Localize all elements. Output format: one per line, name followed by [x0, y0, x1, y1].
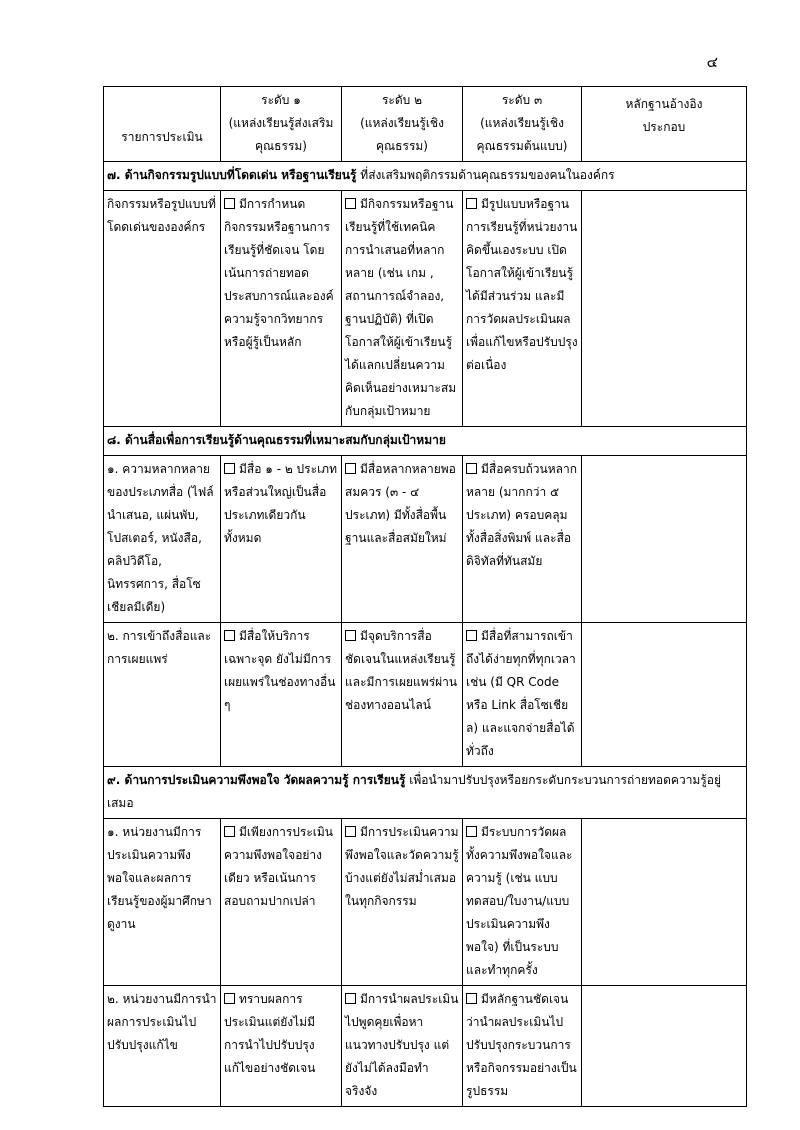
- table-row: [104, 623, 747, 767]
- section-8-title: ๘. ด้านสื่อเพื่อการเรียนรู้ด้านคุณธรรมที่เหมาะสมกับกลุ่มเป้าหมาย: [104, 427, 747, 456]
- section-9-title: ๙. ด้านการประเมินความพึงพอใจ วัดผลความรู้ การเรียนรู้ เพื่อนำมาปรับปรุงหรือยกระดับกระบวนการถ่ายทอดความรู้อยู่เสมอ: [104, 767, 747, 819]
- level-2-cell: มีจุดบริการสื่อชัดเจนในแหล่งเรียนรู้ และมีการเผยแพร่ผ่านช่องทางออนไลน์: [342, 623, 463, 767]
- checkbox[interactable]: [466, 463, 477, 474]
- checkbox[interactable]: [224, 630, 235, 641]
- level-3-cell: มีสื่อครบถ้วนหลากหลาย (มากกว่า ๕ ประเภท) ครอบคลุมทั้งสื่อสิ่งพิมพ์ และสื่อดิจิทัลที่ทันสมัย: [463, 456, 582, 623]
- checkbox[interactable]: [466, 826, 477, 837]
- level-1-cell: มีสื่อ ๑ - ๒ ประเภท หรือส่วนใหญ่เป็นสื่อประเภทเดียวกันทั้งหมด: [221, 456, 342, 623]
- checkbox[interactable]: [466, 993, 477, 1004]
- criteria-cell: ๒. การเข้าถึงสื่อและการเผยแพร่: [104, 623, 221, 767]
- criteria-cell: กิจกรรมหรือรูปแบบที่โดดเด่นขององค์กร: [104, 191, 221, 427]
- evidence-cell: [582, 456, 747, 623]
- level-3-cell: มีหลักฐานชัดเจนว่านำผลประเมินไปปรับปรุงกระบวนการหรือกิจกรรมอย่างเป็นรูปธรรม: [463, 986, 582, 1107]
- checkbox[interactable]: [466, 198, 477, 209]
- level-3-cell: มีระบบการวัดผลทั้งความพึงพอใจและความรู้ (เช่น แบบทดสอบ/ใบงาน/แบบประเมินความพึงพอใจ) ที่เป็นระบบและทำทุกครั้ง: [463, 819, 582, 986]
- table-row: [104, 191, 747, 427]
- checkbox[interactable]: [345, 198, 356, 209]
- header-level-3: ระดับ ๓ (แหล่งเรียนรู้เชิง คุณธรรมต้นแบบ): [463, 87, 582, 162]
- table-row: [104, 986, 747, 1107]
- table-row: [104, 819, 747, 986]
- level-2-cell: มีการประเมินความพึงพอใจและวัดความรู้บ้างแต่ยังไม่สม่ำเสมอในทุกกิจกรรม: [342, 819, 463, 986]
- table-header-row: [104, 87, 747, 162]
- header-level-2: ระดับ ๒ (แหล่งเรียนรู้เชิง คุณธรรม): [342, 87, 463, 162]
- page-number: ๔: [706, 53, 718, 71]
- criteria-cell: ๑. ความหลากหลายของประเภทสื่อ (ไฟล์นำเสนอ, แผ่นพับ, โปสเตอร์, หนังสือ, คลิปวิดีโอ, นิทรรศการ, สื่อโซเชียลมีเดีย): [104, 456, 221, 623]
- evaluation-table: [103, 86, 747, 1107]
- header-criteria: รายการประเมิน: [104, 87, 221, 162]
- level-3-cell: มีรูปแบบหรือฐานการเรียนรู้ที่หน่วยงานคิดขึ้นเองระบบ เปิดโอกาสให้ผู้เข้าเรียนรู้ได้มีส่วนร่วม และมีการวัดผลประเมินผลเพื่อแก้ไขหรือปรับปรุงต่อเนื่อง: [463, 191, 582, 427]
- criteria-cell: ๑. หน่วยงานมีการประเมินความพึงพอใจและผลการเรียนรู้ของผู้มาศึกษาดูงาน: [104, 819, 221, 986]
- checkbox[interactable]: [345, 993, 356, 1004]
- checkbox[interactable]: [224, 198, 235, 209]
- section-8-heading-row: [104, 427, 747, 456]
- section-9-heading-row: [104, 767, 747, 819]
- criteria-cell: ๒. หน่วยงานมีการนำผลการประเมินไปปรับปรุงแก้ไข: [104, 986, 221, 1107]
- header-evidence: หลักฐานอ้างอิง ประกอบ: [582, 87, 747, 162]
- level-2-cell: มีการนำผลประเมินไปพูดคุยเพื่อหาแนวทางปรับปรุง แต่ยังไม่ได้ลงมือทำจริงจัง: [342, 986, 463, 1107]
- level-1-cell: มีเพียงการประเมินความพึงพอใจอย่างเดียว หรือเน้นการสอบถามปากเปล่า: [221, 819, 342, 986]
- section-7-heading-row: [104, 162, 747, 191]
- checkbox[interactable]: [466, 630, 477, 641]
- checkbox[interactable]: [345, 826, 356, 837]
- checkbox[interactable]: [224, 826, 235, 837]
- evidence-cell: [582, 986, 747, 1107]
- header-level-1: ระดับ ๑ (แหล่งเรียนรู้ส่งเสริม คุณธรรม): [221, 87, 342, 162]
- level-1-cell: มีสื่อให้บริการเฉพาะจุด ยังไม่มีการเผยแพร่ในช่องทางอื่น ๆ: [221, 623, 342, 767]
- table-row: [104, 456, 747, 623]
- checkbox[interactable]: [224, 993, 235, 1004]
- evidence-cell: [582, 819, 747, 986]
- level-3-cell: มีสื่อที่สามารถเข้าถึงได้ง่ายทุกที่ทุกเวลา เช่น (มี QR Code หรือ Link สื่อโซเชียล) และแจกจ่ายสื่อได้ทั่วถึง: [463, 623, 582, 767]
- level-2-cell: มีสื่อหลากหลายพอสมควร (๓ - ๔ ประเภท) มีทั้งสื่อพื้นฐานและสื่อสมัยใหม่: [342, 456, 463, 623]
- checkbox[interactable]: [345, 630, 356, 641]
- checkbox[interactable]: [224, 463, 235, 474]
- evidence-cell: [582, 191, 747, 427]
- evidence-cell: [582, 623, 747, 767]
- checkbox[interactable]: [345, 463, 356, 474]
- level-1-cell: มีการกำหนดกิจกรรมหรือฐานการเรียนรู้ที่ชัดเจน โดยเน้นการถ่ายทอดประสบการณ์และองค์ความรู้จากวิทยากร หรือผู้รู้เป็นหลัก: [221, 191, 342, 427]
- level-1-cell: ทราบผลการประเมินแต่ยังไม่มีการนำไปปรับปรุงแก้ไขอย่างชัดเจน: [221, 986, 342, 1107]
- section-7-title: ๗. ด้านกิจกรรมรูปแบบที่โดดเด่น หรือฐานเรียนรู้ ที่ส่งเสริมพฤติกรรมด้านคุณธรรมของคนในองค์กร: [104, 162, 747, 191]
- level-2-cell: มีกิจกรรมหรือฐานเรียนรู้ที่ใช้เทคนิคการนำเสนอที่หลากหลาย (เช่น เกม , สถานการณ์จำลอง, ฐานปฏิบัติ) ที่เปิดโอกาสให้ผู้เข้าเรียนรู้ได้แลกเปลี่ยนความคิดเห็นอย่างเหมาะสมกับกลุ่มเป้าหมาย: [342, 191, 463, 427]
